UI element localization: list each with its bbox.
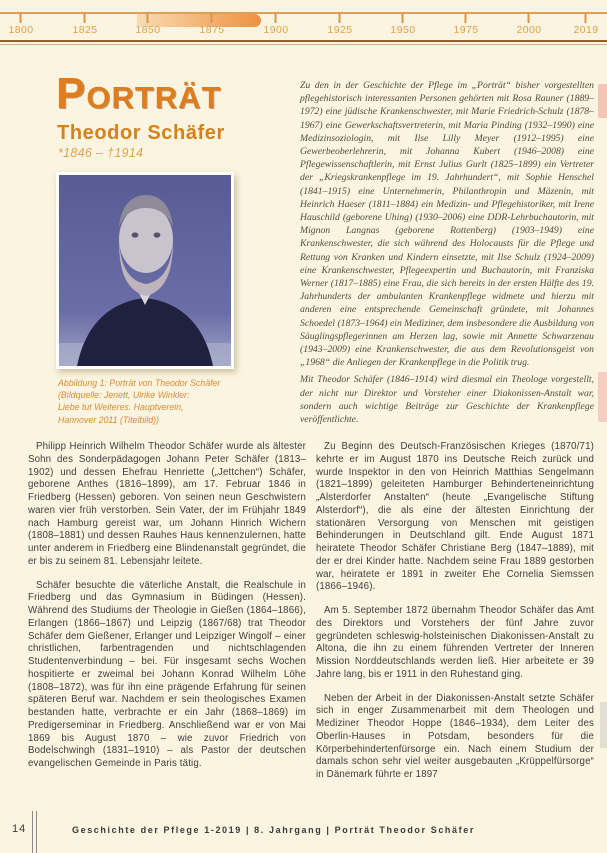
article-paragraph: Philipp Heinrich Wilhelm Theodor Schäfer wurde als ältester Sohn des Sonderpädagogen Johann Peter Schäfer (1813–1902) und dessen Ehefrau Henriette („Jettchen“) Schäfer, geborene Anthes (1816–1899), am 17. Februar 1846 in Friedberg (Hessen) geboren. Von seinen neun Geschwistern waren vier früh verstorben. Sein Vater, der im Frühjahr 1849 nach Hamburg gereist war, um Johann Hinrich Wichern (1808–1881) und dessen Rauhes Haus kennenzulernen, hatte unter anderem in Friedberg eine Blindenanstalt gegründet, die er bis zu seinem 81. Lebensjahr leitete. xyxy=(28,441,306,567)
footer-divider xyxy=(32,811,37,853)
photo-caption-line: Hannover 2011 (Titelbild)) xyxy=(58,414,159,425)
tick-label: 1825 xyxy=(72,24,98,36)
article-column-left xyxy=(28,441,306,793)
article-paragraph: Zu Beginn des Deutsch-Französischen Krieges (1870/71) kehrte er im August 1870 ins Deutsche Reich zurück und wurde Inspektor in den von Heinrich Matthias Sengelmann (1821–1899) geleiteten Hamburger Behinderteneinrichtung „Alsterdorfer Anstalten“ (heute „Evangelische Stiftung Alsterdorf“), die als eine der ältesten Einrichtung der stationären Versorgung von Menschen mit geistigen Behinderungen in Deutschland gilt. Ende August 1871 heiratete Theodor Schäfer Christiane Berg (1847–1889), mit der er drei Kinder hatte. Nachdem seine Frau 1889 gestorben war, heiratete er 1891 in zweiter Ehe Cornelia Siemssen (1866–1946). xyxy=(316,441,594,593)
article-column-right xyxy=(316,441,594,793)
intro-paragraph: Zu den in der Geschichte der Pflege im „Porträt“ bisher vorgestellten pflegehistorisch interessanten Personen gehörten mit Rosa Rauner (1889–1972) eine jüdische Krankenschwester, mit Marie Friedrich-Schulz (1878–1967) eine Gewerkschaftsvertreterin, mit Maria Pinding (1932–1990) eine Medizinsoziologin, mit Ilse Lilly Meyer (1912–1995) eine Gewerbeoberlehrerin, mit Johanna Kubert (1946–2008) eine Pflegewissenschaftlerin, mit Ernst Julius Gurlt (1825–1899) ein Vertreter der „Kriegskrankenpflege im 19. Jahrhundert“, mit Sophie Henschel (1841–1915) eine Unternehmerin, Philanthropin und Mäzenin, mit Heinrich Haeser (1811–1884) ein Medizin- und Pflegehistoriker, mit Irene Hauschild (geborene Uhing) (1930–2006) eine DDR-Lehrbuchautorin, mit Mignon Langnas (geborene Rottenberg) (1903–1949) eine Krankenschwester, die sich während des Holocausts für die Pflege und Rettung von Kranken und Kindern einsetzte, mit Ilse Schulz (1924–2009) eine Krankenschwester, Pflegeexpertin und Buchautorin, mit Franziska Werner (1817–1885) eine Frau, die sich bereits in der ersten Hälfte des 19. Jahrhunderts der ambulanten Krankenpflege widmete und hierzu mit anderen eine entsprechende Gemeinschaft gründete, mit Johannes Schoedel (1873–1964) ein Mediziner, dem insbesondere die Ausbildung von Säuglingspflegerinnen am Herzen lag, sowie mit Annette Schwarzenau (1943–2009) eine Krankenschwester, die aus dem Revolutionsgeist von „1968“ die Anliegen der Krankenpflege in die Politik trug. xyxy=(300,80,594,369)
photo-caption-line: (Bildquelle: Jenett, Ulrike Winkler: xyxy=(58,390,190,401)
timeline-tick-2000 xyxy=(517,13,542,36)
timeline-tick-2019 xyxy=(574,13,599,36)
page-edge-tab-2 xyxy=(598,372,607,422)
timeline-tick-1900 xyxy=(264,13,289,36)
timeline-tick-1800 xyxy=(9,13,34,36)
tick-mark xyxy=(20,13,22,23)
tick-mark xyxy=(528,13,530,23)
tick-mark xyxy=(585,13,587,23)
article-paragraph: Schäfer besuchte die väterliche Anstalt, die Realschule in Friedberg und das Gymnasium in Büdingen (Hessen). Während des Studiums der Theologie in Gießen (1864–1866), Erlangen (1866–1867) und Leipzig (1867/68) trat Theodor Schäfer dem Gießener, Erlanger und Leipziger Wingolf – einer christlichen, farbentragenden und nichtschlagenden Studentenverbindung – bei. Für insgesamt sechs Wochen hospitierte er zweimal bei Johann Konrad Wilhelm Löhe (1808–1872), was für ihn eine prägende Erfahrung für seinen späteren Beruf war. Nachdem er sein theologisches Examen bestanden hatte, verbrachte er ein Jahr (1868–1869) im Predigerseminar in Friedberg. Anschließend war er von Mai 1869 bis August 1870 – wie zuvor Friedrich von Bodelschwingh (1831–1910) – als Pastor der deutschen evangelischen Gemeinde in Paris tätig. xyxy=(28,579,306,769)
article-paragraph: Neben der Arbeit in der Diakonissen-Anstalt setzte Schäfer sich in enger Zusammenarbeit mit dem Theologen und Mediziner Theodor Hoppe (1846–1934), dem Leiter des Oberlin-Hauses in Potsdam, besonders für die Körperbehindertenfürsorge ein. Nach einem Studium der damals schon sehr viel weiter ausgebauten „Krüppelfürsorge“ in Dänemark führte er 1897 xyxy=(316,692,594,780)
tick-mark xyxy=(211,13,213,23)
person-name: Theodor Schäfer xyxy=(57,122,225,144)
section-title-rest: ORTRÄT xyxy=(86,80,222,115)
timeline-bottom-rule xyxy=(0,40,607,42)
tick-mark xyxy=(465,13,467,23)
page-edge-tab-3 xyxy=(600,702,607,748)
footer-journal-line: Geschichte der Pflege 1-2019 | 8. Jahrgang | Porträt Theodor Schäfer xyxy=(72,825,475,835)
tick-label: 1975 xyxy=(453,24,479,36)
timeline-tick-1975 xyxy=(454,13,479,36)
timeline-tick-1825 xyxy=(73,13,98,36)
page-number: 14 xyxy=(12,823,27,835)
section-title-portraet xyxy=(56,69,222,118)
article-body xyxy=(28,441,594,793)
timeline-tick-1875 xyxy=(200,13,225,36)
photo-caption xyxy=(58,377,273,426)
photo-caption-line: Abbildung 1: Porträt von Theodor Schäfer xyxy=(58,378,221,388)
timeline xyxy=(0,0,607,47)
tick-label: 2000 xyxy=(516,24,542,36)
tick-mark xyxy=(339,13,341,23)
timeline-tick-1925 xyxy=(328,13,353,36)
page-edge-tab-1 xyxy=(598,84,607,118)
intro-paragraph: Mit Theodor Schäfer (1846–1914) wird diesmal ein Theologe vorgestellt, der nicht nur Direktor und Vorsteher einer Diakonissen-Anstalt war, sondern auch wichtige Beiträge zur Geschichte der Krankenpflege veröffentlichte. xyxy=(300,374,594,426)
tick-mark xyxy=(147,13,149,23)
tick-mark xyxy=(84,13,86,23)
portrait-photo-illustration xyxy=(59,175,231,366)
tick-label: 1875 xyxy=(199,24,225,36)
timeline-tick-1850 xyxy=(136,13,161,36)
portrait-photo xyxy=(56,172,234,369)
person-lifespan: *1846 – †1914 xyxy=(58,146,144,160)
section-title-initial: P xyxy=(56,69,87,118)
tick-label: 1900 xyxy=(263,24,289,36)
tick-label: 1950 xyxy=(390,24,416,36)
tick-label: 1850 xyxy=(135,24,161,36)
photo-caption-line: Liebe tut Weiteres. Hauptverein, xyxy=(58,402,184,413)
tick-mark xyxy=(275,13,277,23)
tick-mark xyxy=(402,13,404,23)
article-paragraph: Am 5. September 1872 übernahm Theodor Schäfer das Amt des Direktors und Vorstehers der fünf Jahre zuvor gegründeten schleswig-holsteinischen Diakonissen-Anstalt zu Altona, die ihn zu einem führenden Vertreter der Inneren Mission Norddeutschlands werden ließ. Hier arbeitete er 39 Jahre lang, bis er 1911 in den Ruhestand ging. xyxy=(316,605,594,680)
timeline-tick-1950 xyxy=(391,13,416,36)
tick-label: 1800 xyxy=(8,24,34,36)
tick-label: 2019 xyxy=(573,24,599,36)
tick-label: 1925 xyxy=(327,24,353,36)
intro-lead xyxy=(300,79,594,426)
timeline-bottom-rule-thin xyxy=(0,44,607,45)
